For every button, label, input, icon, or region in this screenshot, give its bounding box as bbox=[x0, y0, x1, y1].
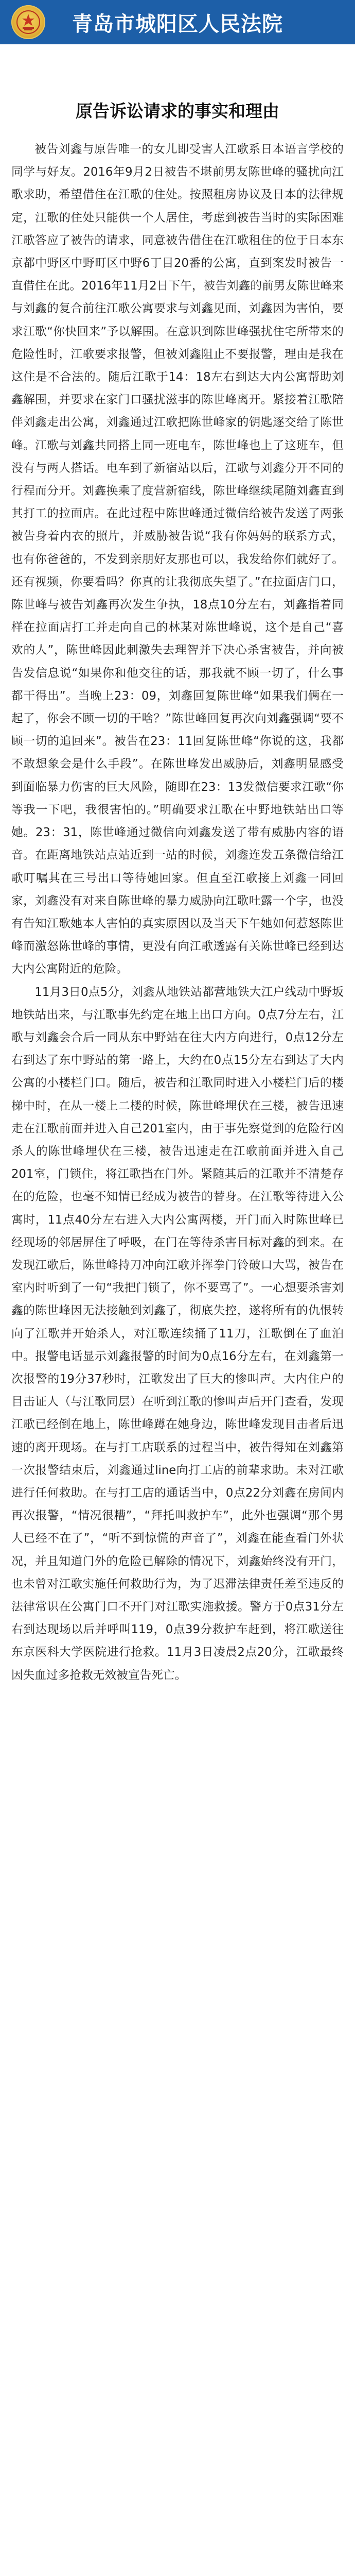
court-name-title: 青岛市城阳区人民法院 bbox=[72, 12, 283, 36]
court-emblem-icon bbox=[11, 5, 45, 39]
article-title: 原告诉讼请求的事实和理由 bbox=[76, 101, 279, 121]
article-body bbox=[11, 138, 344, 1687]
court-emblem-graphic bbox=[15, 9, 41, 35]
article-paragraph-1: 被告刘鑫与原告唯一的女儿即受害人江歌系日本语言学校的同学与好友。2016年9月2日被告不堪前男友陈世峰的骚扰向江歌求助，希望借住在江歌的住处。按照租房协议及日本的法律规定，江歌的住处只能供一个人居住，考虑到被告当时的实际困难江歌答应了被告的请求，同意被告借住在江歌租住的位于日本东京都中野区中野町区中野6丁目20番的公寓，直到案发时被告一直借住在此。2016年11月2日下午，被告刘鑫的前男友陈世峰来与刘鑫的复合前往江歌公寓要求与刘鑫见面，刘鑫因为害怕，要求江歌“你快回来”予以解围。在意识到陈世峰强扰住宅所带来的危险性时，江歌要求报警，但被刘鑫阻止不要报警，理由是我在这住是不合法的。随后江歌于14：18左右到达大内公寓帮助刘鑫解围，并要求在家门口骚扰滋事的陈世峰离开。紧接着江歌陪伴刘鑫走出公寓，刘鑫通过江歌把陈世峰家的钥匙逐交给了陈世峰。江歌与刘鑫共同搭上同一班电车，陈世峰也上了这班车，但没有与两人搭话。电车到了新宿站以后，江歌与刘鑫分开不同的行程而分开。刘鑫换乘了度营新宿线，陈世峰继续尾随刘鑫直到其打工的拉面店。在此过程中陈世峰通过微信给被告发送了两张被告身着内衣的照片，并威胁被告说“我有你妈妈的联系方式，也有你爸爸的，不发到亲朋好友那也可以，我发给你们就好了。还有视频，你要看吗？你真的让我彻底失望了。”在拉面店门口，陈世峰与被告刘鑫再次发生争执，18点10分左右，刘鑫指着同样在拉面店打工并走向自己的林某对陈世峰说，这个是自己“喜欢的人”，陈世峰因此刺激失去理智并下决心杀害被告，并向被告发信息说“如果你和他交往的话，那我就不顾一切了，什么事都干得出”。当晚上23：09，刘鑫回复陈世峰“如果我们俩在一起了，你会不顾一切的干啥？”陈世峰回复再次向刘鑫强调“要不顾一切的追回来”。被告在23：11回复陈世峰“你说的这，我都不敢想象会是什么手段”。在陈世峰发出威胁后，刘鑫明显感受到面临暴力伤害的巨大风险，随即在23：13发微信要求江歌“你等我一下吧，我很害怕的。”明确要求江歌在中野地铁站出口等她。23：31，陈世峰通过微信向刘鑫发送了带有威胁内容的语音。在距离地铁站点站近到一站的时候，刘鑫连发五条微信给江歌叮嘱其在三号出口等待她回家。但直至江歌接上刘鑫一同回家，刘鑫没有对来自陈世峰的暴力威胁向江歌吐露一个字，也没有告知江歌她本人害怕的真实原因以及当天下午她如何惹怒陈世峰而激怒陈世峰的事情，更没有向江歌透露有关陈世峰已经到达大内公寓附近的危险。 bbox=[11, 143, 344, 976]
header-bar bbox=[0, 0, 355, 44]
article-paragraph-2: 11月3日0点5分，刘鑫从地铁站都营地铁大江户线动中野坂地铁站出来，与江歌事先约定在地上出口方向。0点7分左右，江歌与刘鑫会合后一同从东中野站在往大内方向进行，0点12分左右到达了东中野站的第一路上，大约在0点15分左右到达了大内公寓的小楼栏门口。随后，被告和江歌同时进入小楼栏门后的楼梯中时，在从一楼上二楼的时候，陈世峰埋伏在三楼，被告迅速走在江歌前面并进入自己201室内，由于事先察觉到的危险行凶杀人的陈世峰埋伏在三楼，被告迅速走在江歌前面并进入自己201室，门锁住，将江歌挡在门外。紧随其后的江歌并不清楚存在的危险，也毫不知情已经成为被告的替身。在江歌等待进入公寓时，11点40分左右进入大内公寓两楼，开门而入时陈世峰已经现场的邻居屏住了呼吸，在门在等待杀害目标对鑫的到来。在发现江歌后，陈世峰持刀冲向江歌并挥拳门铃破口大骂，被告在室内时听到了一句“我把门锁了，你不要骂了”。一心想要杀害刘鑫的陈世峰因无法接触到刘鑫了，彻底失控，遂将所有的仇恨转向了江歌并开始杀人，对江歌连续捅了11刀，江歌倒在了血泊中。报警电话显示刘鑫报警的时间为0点16分左右，在刘鑫第一次报警的19分37秒时，江歌发出了巨大的惨叫声。大内住户的目击证人（与江歌同层）在听到江歌的惨叫声后开门查看，发现江歌已经倒在地上，陈世峰蹲在她身边，陈世峰发现目击者后迅速的离开现场。在与打工店联系的过程当中，被告得知在刘鑫第一次报警结束后，刘鑫通过line向打工店的前辈求助。未对江歌进行任何救助。在与打工店的通话当中，0点22分刘鑫在房间内再次报警，“情况很糟”，“拜托叫救护车”，此外也强调“那个男人已经不在了”，“听不到惊慌的声音了”，刘鑫在能查看门外状况，并且知道门外的危险已解除的情况下，刘鑫始终没有开门，也未曾对江歌实施任何救助行为，为了迟滞法律责任差至违反的法律常识在公寓门口不开门对江歌实施救援。警方于0点31分左右到达现场以后并呼叫119，0点39分救护车赶到，将江歌送往东京医科大学医院进行抢救。11月3日凌晨2点20分，江歌最终因失血过多抢救无效被宣告死亡。 bbox=[11, 985, 344, 1682]
